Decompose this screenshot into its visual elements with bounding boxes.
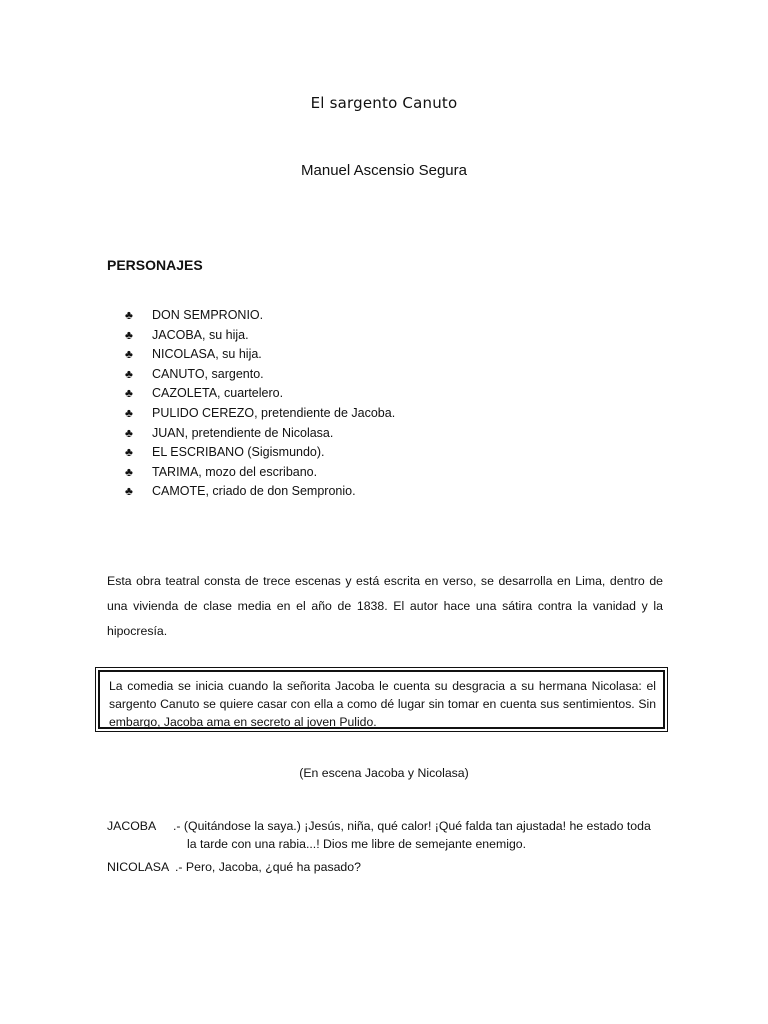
club-icon: ♣: [125, 386, 133, 401]
dialogue-line-nicolasa: [107, 859, 361, 877]
speaker-name: NICOLASA: [107, 860, 170, 874]
character-name: NICOLASA, su hija.: [152, 347, 262, 362]
club-icon: ♣: [125, 366, 133, 381]
character-name: CAZOLETA, cuartelero.: [152, 386, 284, 401]
club-icon: ♣: [125, 308, 133, 322]
club-icon: ♣: [125, 405, 133, 420]
character-name: TARIMA, mozo del escribano.: [152, 464, 318, 479]
stage-direction: (En escena Jacoba y Nicolasa): [299, 766, 469, 780]
list-item: [125, 404, 395, 424]
dialogue-text: .- Pero, Jacoba, ¿qué ha pasado?: [175, 860, 361, 874]
list-item: [125, 326, 395, 346]
character-name: EL ESCRIBANO (Sigismundo).: [152, 445, 325, 460]
list-item: [125, 443, 395, 463]
dialogue-line-jacoba: [107, 818, 651, 853]
list-item: [125, 424, 395, 444]
character-name: JUAN, pretendiente de Nicolasa.: [152, 425, 334, 440]
dialogue-text: .- (Quitándose la saya.) ¡Jesús, niña, qué calor! ¡Qué falda tan ajustada! he estado toda: [173, 819, 651, 833]
club-icon: ♣: [125, 425, 133, 440]
plot-summary-box: [95, 667, 668, 732]
character-name: JACOBA, su hija.: [152, 327, 249, 342]
author-name: Manuel Ascensio Segura: [301, 162, 467, 179]
summary-paragraph: Esta obra teatral consta de trece escenas y está escrita en verso, se desarrolla en Lima, dentro de una vivienda de clase media en el año de 1838. El autor hace una sátira contra la vanidad y la hipocresía.: [107, 574, 663, 638]
character-name: CANUTO, sargento.: [152, 366, 264, 381]
list-item: [125, 384, 395, 404]
club-icon: ♣: [125, 327, 133, 342]
club-icon: ♣: [125, 484, 133, 499]
list-item: [125, 365, 395, 385]
character-name: CAMOTE, criado de don Sempronio.: [152, 484, 356, 499]
club-icon: ♣: [125, 464, 133, 479]
character-name: DON SEMPRONIO.: [152, 308, 264, 322]
speaker-name: JACOBA: [107, 819, 157, 833]
document-title: El sargento Canuto: [310, 94, 458, 112]
plot-summary-text: La comedia se inicia cuando la señorita Jacoba le cuenta su desgracia a su hermana Nicolasa: el sargento Canuto se quiere casar con ella a como dé lugar sin tomar en cuenta sus sentimientos. Sin embargo, Jacoba ama en secreto al joven Pulido.: [98, 670, 665, 729]
list-item: [125, 482, 395, 502]
list-item: [125, 345, 395, 365]
characters-list: [125, 306, 395, 502]
dialogue-continuation: la tarde con una rabia...! Dios me libre de semejante enemigo.: [187, 836, 527, 851]
list-item: [125, 306, 395, 326]
club-icon: ♣: [125, 347, 133, 362]
character-name: PULIDO CEREZO, pretendiente de Jacoba.: [152, 405, 396, 420]
characters-heading: PERSONAJES: [107, 257, 203, 273]
list-item: [125, 463, 395, 483]
club-icon: ♣: [125, 445, 133, 460]
